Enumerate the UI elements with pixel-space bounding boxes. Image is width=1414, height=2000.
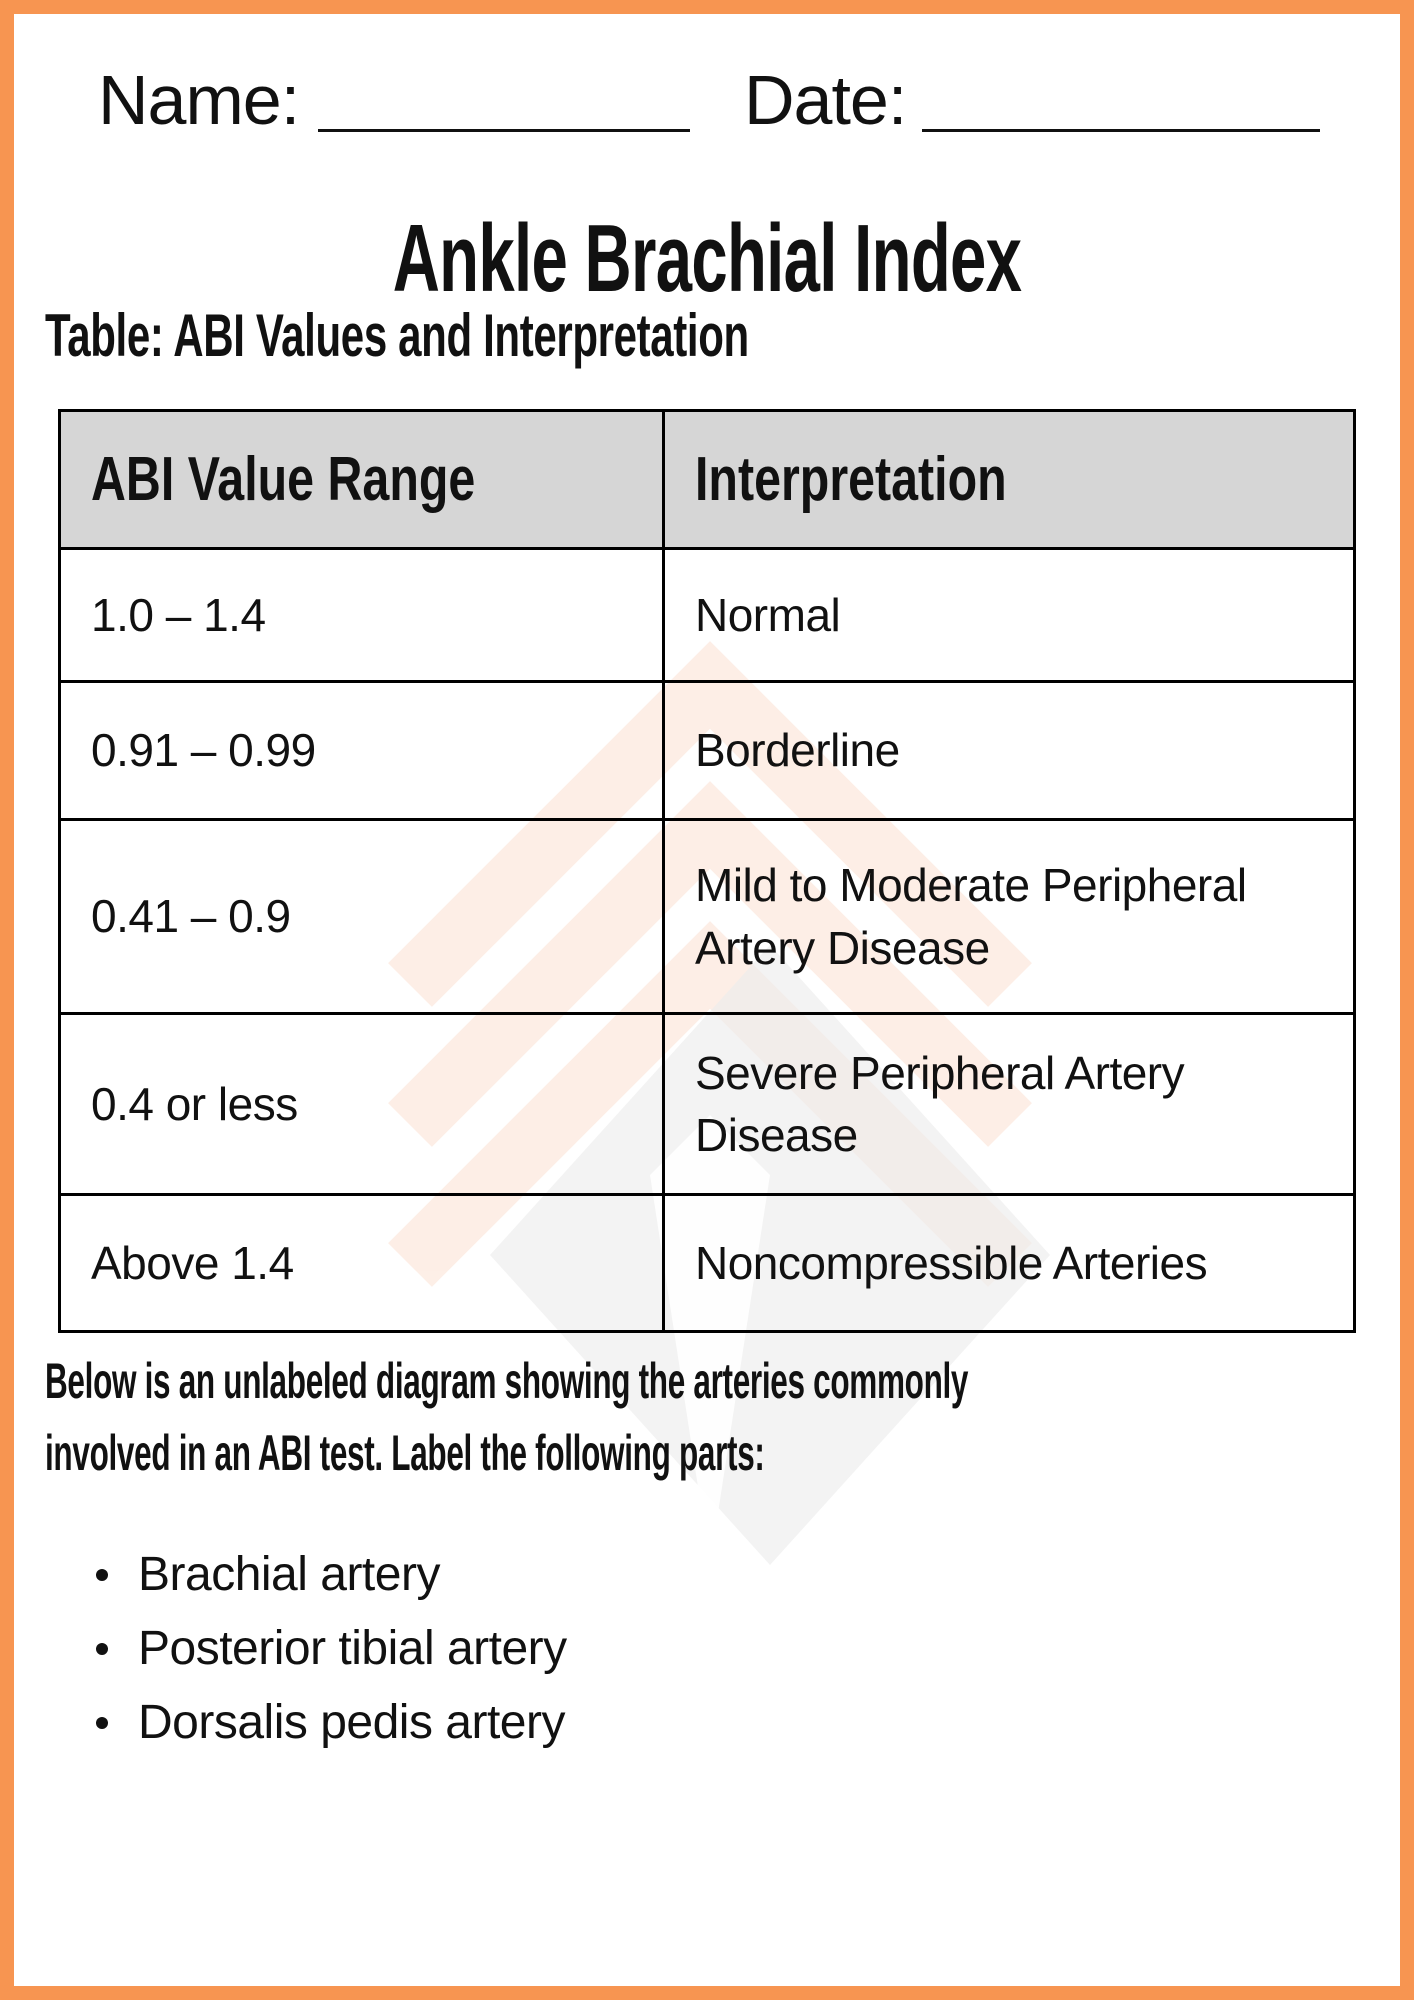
abi-range-cell: 0.91 – 0.99 <box>60 682 664 820</box>
interpretation-cell: Borderline <box>664 682 1355 820</box>
abi-range-cell: 0.41 – 0.9 <box>60 820 664 1014</box>
artery-parts-list <box>96 1538 567 1760</box>
table-header-row <box>60 411 1355 549</box>
name-blank-line <box>318 129 690 132</box>
list-item-label: Dorsalis pedis artery <box>138 1696 565 1749</box>
table-row <box>60 820 1355 1014</box>
date-blank-line <box>922 129 1320 132</box>
table-row <box>60 1014 1355 1195</box>
abi-range-cell: Above 1.4 <box>60 1195 664 1332</box>
interpretation-cell: Noncompressible Arteries <box>664 1195 1355 1332</box>
list-item-label: Brachial artery <box>138 1548 440 1601</box>
bullet-icon <box>96 1643 108 1655</box>
name-label: Name: <box>98 61 300 139</box>
abi-values-table <box>58 409 1356 1333</box>
list-item <box>96 1612 567 1686</box>
column-header-interpretation: Interpretation <box>664 411 1355 549</box>
list-item <box>96 1686 567 1760</box>
table-row <box>60 549 1355 682</box>
table-section-heading: Table: ABI Values and Interpretation <box>45 302 749 369</box>
interpretation-cell: Severe Peripheral Artery Disease <box>664 1014 1355 1195</box>
page-title: Ankle Brachial Index <box>392 205 1022 312</box>
bullet-icon <box>96 1717 108 1729</box>
column-header-abi-value-range: ABI Value Range <box>60 411 664 549</box>
labeling-instructions: Below is an unlabeled diagram showing the arteries commonly involved in an ABI test. Label the following parts: <box>45 1353 969 1481</box>
abi-range-cell: 0.4 or less <box>60 1014 664 1195</box>
table-row <box>60 1195 1355 1332</box>
interpretation-cell: Mild to Moderate Peripheral Artery Disease <box>664 820 1355 1014</box>
date-label: Date: <box>744 61 907 139</box>
bullet-icon <box>96 1569 108 1581</box>
list-item-label: Posterior tibial artery <box>138 1622 567 1675</box>
table-row <box>60 682 1355 820</box>
list-item <box>96 1538 567 1612</box>
abi-range-cell: 1.0 – 1.4 <box>60 549 664 682</box>
interpretation-cell: Normal <box>664 549 1355 682</box>
